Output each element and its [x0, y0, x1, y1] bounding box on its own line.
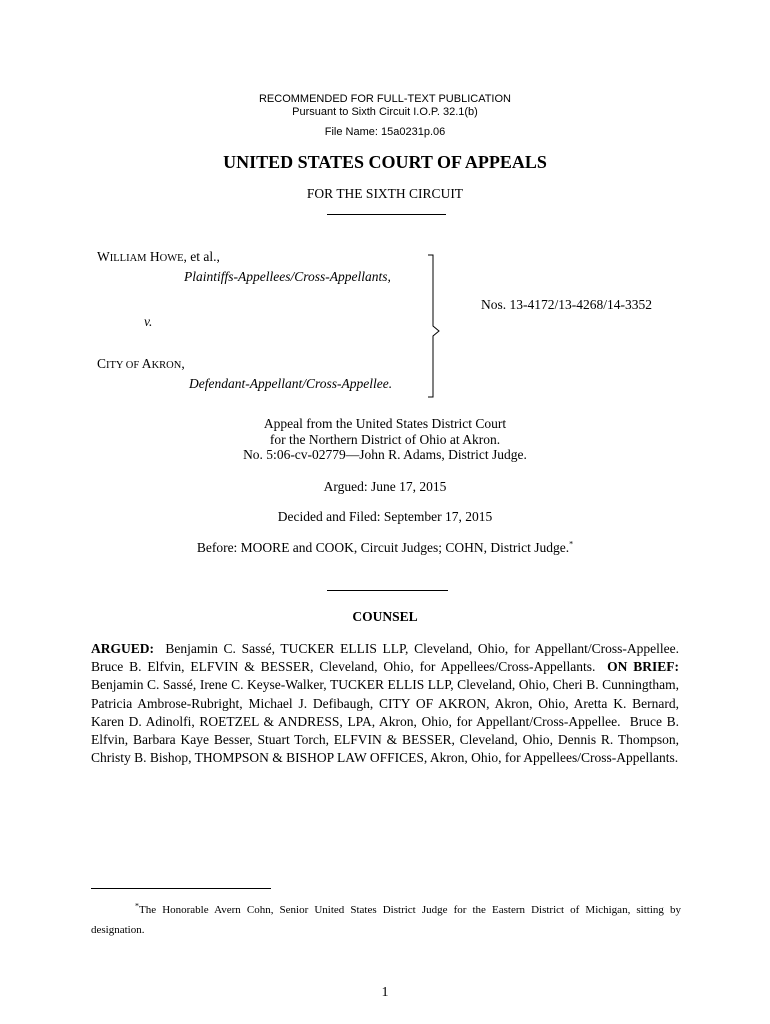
on-brief-label: ON BRIEF:: [607, 659, 679, 675]
plaintiff-initial-2: H: [146, 249, 160, 264]
panel-judges: [0, 540, 770, 556]
footnote-marker-bottom: *: [135, 901, 139, 911]
versus: v.: [144, 314, 153, 329]
defendant-suffix: ,: [181, 356, 185, 371]
page-number: 1: [381, 985, 389, 1000]
decided-date: Decided and Filed: September 17, 2015: [277, 509, 493, 524]
publication-recommendation: RECOMMENDED FOR FULL-TEXT PUBLICATION: [258, 93, 511, 105]
appeal-line-3: No. 5:06-cv-02779—John R. Adams, District Judge.: [243, 447, 527, 462]
footnote-marker: *: [569, 539, 574, 549]
appeal-line-2: for the Northern District of Ohio at Akron.: [269, 431, 501, 447]
section-rule: [327, 590, 448, 591]
argued-text: Benjamin C. Sassé, TUCKER ELLIS LLP, Cleveland, Ohio, for Appellant/Cross-Appellee. Bruce B. Elfvin, ELFVIN & BESSER, Cleveland, Ohio, for Appellees/Cross-Appellants.: [91, 641, 686, 675]
circuit-rule: [327, 214, 446, 215]
plaintiff-smallcaps-2: OWE: [159, 253, 184, 264]
plaintiff-smallcaps-1: ILLIAM: [109, 253, 147, 264]
defendant-smallcaps-2: KRON: [151, 360, 182, 371]
argued-date: Argued: June 17, 2015: [323, 479, 447, 494]
defendant-role: Defendant-Appellant/Cross-Appellee.: [189, 376, 393, 391]
file-name: File Name: 15a0231p.06: [324, 126, 446, 138]
counsel-paragraph: [91, 640, 686, 767]
footnote-rule: [91, 888, 271, 889]
case-numbers: Nos. 13-4172/13-4268/14-3352: [481, 297, 652, 312]
argued-label: ARGUED:: [91, 641, 154, 656]
footnote: [91, 900, 681, 940]
defendant-name: [97, 356, 185, 372]
counsel-heading: COUNSEL: [352, 609, 418, 624]
defendant-initial: C: [97, 356, 107, 371]
appeal-info: [0, 416, 770, 463]
court-name: UNITED STATES COURT OF APPEALS: [223, 152, 547, 172]
footnote-text: The Honorable Avern Cohn, Senior United States District Judge for the Eastern District of Michigan, sitting by designation.: [91, 904, 681, 936]
publication-notice: [0, 93, 770, 119]
plaintiff-name: [97, 249, 220, 265]
appeal-line-1: Appeal from the United States District Court: [263, 416, 507, 431]
publication-pursuant: Pursuant to Sixth Circuit I.O.P. 32.1(b): [292, 106, 478, 118]
defendant-smallcaps-1: ITY OF: [106, 360, 140, 371]
caption-brace: [425, 252, 449, 400]
plaintiff-role: Plaintiffs-Appellees/Cross-Appellants,: [184, 269, 391, 284]
defendant-initial-2: A: [139, 356, 152, 371]
plaintiff-suffix: , et al.,: [183, 249, 220, 264]
plaintiff-initial: W: [97, 249, 110, 264]
on-brief-text: Benjamin C. Sassé, Irene C. Keyse-Walker, TUCKER ELLIS LLP, Cleveland, Ohio, Cheri B. Cunningtham, Patricia Ambrose-Rubright, Michael J. Defibaugh, CITY OF AKRON, Akron, Ohio, Aretta K. Bernard, Karen D. Adinolfi, ROETZEL & ANDRESS, LPA, Akron, Ohio, for Appellant/Cross-Appellee. Bruce B. Elfvin, Barbara Kaye Besser, Stuart Torch, ELFVIN & BESSER, Cleveland, Ohio, Dennis R. Thompson, Christy B. Bishop, THOMPSON & BISHOP LAW OFFICES, Akron, Ohio, for Appellees/Cross-Appellants.: [91, 659, 686, 766]
panel-judges-text: Before: MOORE and COOK, Circuit Judges; COHN, District Judge.: [196, 540, 570, 555]
circuit-name: FOR THE SIXTH CIRCUIT: [306, 186, 464, 201]
